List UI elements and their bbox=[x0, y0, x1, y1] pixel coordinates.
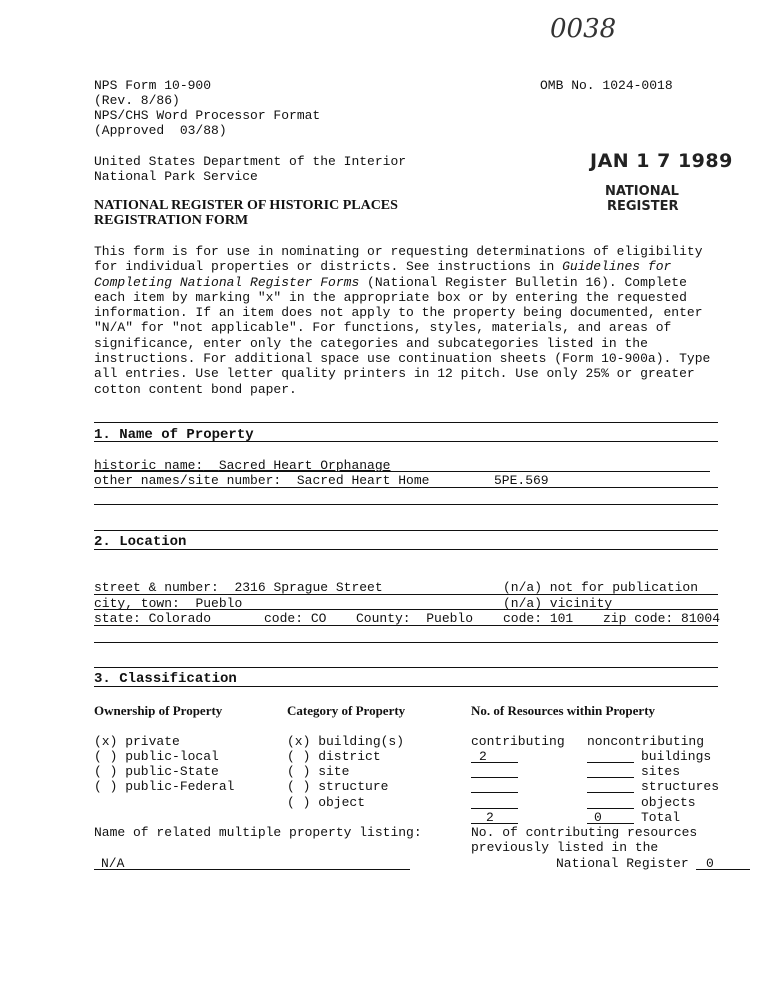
site-number: 5PE.569 bbox=[494, 473, 549, 488]
form-line: NPS Form 10-900 bbox=[94, 78, 212, 93]
ownership-option: (x) private bbox=[94, 734, 180, 749]
section-3-heading: 3. Classification bbox=[94, 671, 237, 687]
ownership-option: ( ) public-Federal bbox=[94, 779, 235, 794]
other-names-field: other names/site number: Sacred Heart Home bbox=[94, 473, 430, 488]
blank-line bbox=[587, 762, 634, 763]
contributing-heading: contributing bbox=[471, 734, 565, 749]
field-line bbox=[94, 869, 410, 870]
dept-line: United States Department of the Interior bbox=[94, 154, 407, 169]
section-2-heading: 2. Location bbox=[94, 534, 187, 550]
blank-line bbox=[587, 777, 634, 778]
divider bbox=[94, 549, 718, 550]
not-for-publication: (n/a) not for publication bbox=[503, 580, 699, 595]
county-field: County: Pueblo bbox=[356, 611, 474, 626]
ownership-heading: Ownership of Property bbox=[94, 703, 223, 718]
resources-heading: No. of Resources within Property bbox=[471, 703, 656, 718]
blank-line bbox=[587, 792, 634, 793]
category-option: ( ) site bbox=[287, 764, 350, 779]
resource-label: buildings bbox=[641, 749, 712, 764]
state-code-field: code: CO bbox=[264, 611, 327, 626]
blank-line bbox=[587, 808, 634, 809]
handwritten-page-number: 0038 bbox=[550, 14, 617, 44]
received-stamp-label: NATIONAL bbox=[605, 184, 679, 199]
ownership-option: ( ) public-local bbox=[94, 749, 219, 764]
field-line bbox=[94, 625, 718, 626]
blank-line bbox=[587, 823, 634, 824]
field-line bbox=[94, 609, 718, 610]
noncontributing-total: 0 bbox=[594, 810, 602, 825]
form-line: (Approved 03/88) bbox=[94, 123, 227, 138]
national-register-label: National Register bbox=[556, 856, 689, 871]
field-line bbox=[94, 471, 710, 472]
contributing-count: 2 bbox=[479, 749, 487, 764]
noncontributing-heading: noncontributing bbox=[587, 734, 705, 749]
blank-line bbox=[471, 762, 518, 763]
field-line bbox=[94, 487, 718, 488]
previously-listed-line: previously listed in the bbox=[471, 840, 659, 855]
divider bbox=[94, 686, 718, 687]
section-1-heading: 1. Name of Property bbox=[94, 427, 254, 443]
vicinity: (n/a) vicinity bbox=[503, 596, 613, 611]
blank-line bbox=[471, 808, 518, 809]
received-stamp-label: REGISTER bbox=[607, 199, 679, 214]
previously-listed-line: No. of contributing resources bbox=[471, 825, 698, 840]
category-option: ( ) district bbox=[287, 749, 381, 764]
omb-number: OMB No. 1024-0018 bbox=[540, 78, 673, 93]
field-line bbox=[696, 869, 750, 870]
dept-line: National Park Service bbox=[94, 169, 258, 184]
blank-line bbox=[471, 823, 518, 824]
category-option: ( ) object bbox=[287, 795, 366, 810]
divider bbox=[94, 441, 718, 442]
historic-name-field: historic name: Sacred Heart Orphanage bbox=[94, 458, 391, 473]
state-field: state: Colorado bbox=[94, 611, 212, 626]
field-line bbox=[94, 594, 718, 595]
blank-line bbox=[471, 792, 518, 793]
instructions-paragraph: This form is for use in nominating or requesting determinations of eligibility for individual properties or districts. See instructions in Guidelines for Completing National Register Forms (National Register Bulletin 16). Complete each item by marking "x" in the appropriate box or by entering the requested information. If an item does not apply to the property being documented, enter "N/A" for "not applicable". For functions, styles, materials, and areas of significance, enter only the categories and subcategories listed in the instructions. For additional space use continuation sheets (Form 10-900a). Type all entries. Use letter quality printers in 12 pitch. Use only 25% or greater cotton content bond paper. bbox=[94, 244, 711, 397]
category-heading: Category of Property bbox=[287, 703, 406, 718]
form-line: NPS/CHS Word Processor Format bbox=[94, 108, 321, 123]
street-field: street & number: 2316 Sprague Street bbox=[94, 580, 383, 595]
city-field: city, town: Pueblo bbox=[94, 596, 243, 611]
received-stamp-date: JAN 1 7 1989 bbox=[590, 150, 733, 172]
divider bbox=[94, 422, 718, 423]
resource-label: sites bbox=[641, 764, 681, 779]
national-register-count: 0 bbox=[706, 856, 714, 871]
form-subtitle: REGISTRATION FORM bbox=[94, 213, 249, 228]
form-line: (Rev. 8/86) bbox=[94, 93, 180, 108]
divider bbox=[94, 530, 718, 531]
divider bbox=[94, 667, 718, 668]
resource-label: structures bbox=[641, 779, 720, 794]
divider bbox=[94, 504, 718, 505]
contributing-total: 2 bbox=[486, 810, 494, 825]
category-option: ( ) structure bbox=[287, 779, 389, 794]
county-code-field: code: 101 bbox=[503, 611, 574, 626]
zip-field: zip code: 81004 bbox=[603, 611, 721, 626]
blank-line bbox=[471, 777, 518, 778]
category-option: (x) building(s) bbox=[287, 734, 405, 749]
ownership-option: ( ) public-State bbox=[94, 764, 219, 779]
divider bbox=[94, 642, 718, 643]
resource-label: objects bbox=[641, 795, 696, 810]
form-title: NATIONAL REGISTER OF HISTORIC PLACES bbox=[94, 198, 398, 213]
resource-label: Total bbox=[641, 810, 681, 825]
related-listing-value: N/A bbox=[101, 856, 125, 871]
related-listing-label: Name of related multiple property listing: bbox=[94, 825, 422, 840]
